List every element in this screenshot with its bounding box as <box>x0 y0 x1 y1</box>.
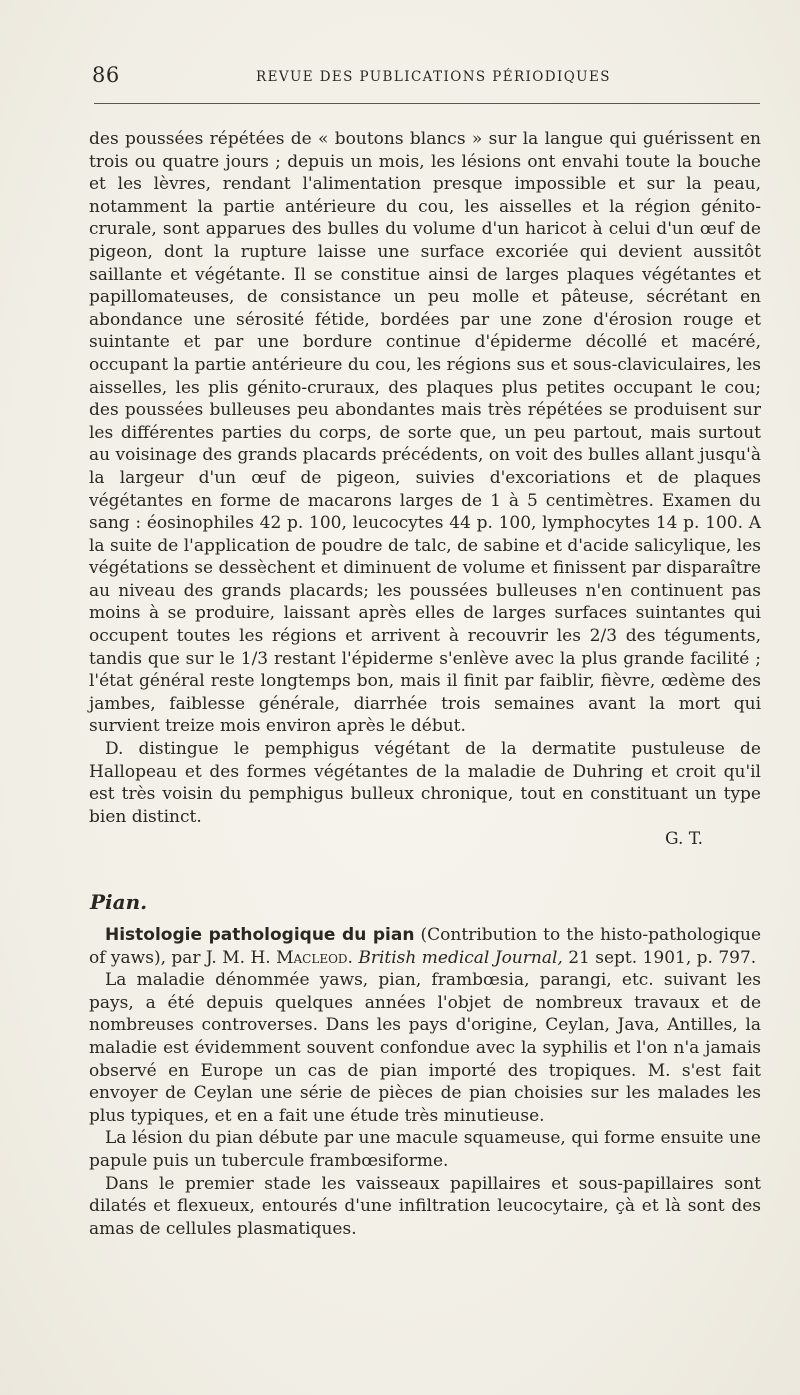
article-subtitle: (Contribution to the histo-pathologique of yaws), par J. M. H. <box>89 925 761 968</box>
review-paragraph-1: des poussées répétées de « boutons blancs » sur la langue qui guérissent en trois ou quatre jours ; depuis un mois, les lésions ont envahi toute la bouche et les lèvres, rendant l'alimentation presque impossible et sur la peau, notamment la partie antérieure du cou, les aisselles et la région génito-crurale, sont apparues des bulles du volume d'un haricot à celui d'un œuf de pigeon, dont la rupture laisse une surface excoriée qui devient aussitôt saillante et végétante. Il se constitue ainsi de larges plaques végétantes et papillomateuses, de consistance un peu molle et pâteuse, sécrétant en abondance une sérosité fétide, bordées par une zone d'érosion rouge et suintante et par une bordure continue d'épiderme décollé et macéré, occupant la partie antérieure du cou, les régions sus et sous-claviculaires, les aisselles, les plis génito-cruraux, des plaques plus petites occupant le cou; des poussées bulleuses peu abondantes mais très répétées se produisent sur les différentes parties du corps, de sorte que, un peu partout, mais surtout au voisinage des grands placards précédents, on voit des bulles allant jusqu'à la largeur d'un œuf de pigeon, suivies d'excoriations et de plaques végétantes en forme de macarons larges de 1 à 5 centimètres. Examen du sang : éosinophiles 42 p. 100, leucocytes 44 p. 100, lymphocytes 14 p. 100. A la suite de l'application de poudre de talc, de sabine et d'acide salicylique, les végétations se dessèchent et diminuent de volume et finissent par disparaître au niveau des grands placards; les poussées bulleuses n'en continuent pas moins à se produire, laissant après elles de larges surfaces suintantes qui occupent toutes les régions et arrivent à recouvrir les 2/3 des téguments, tandis que sur le 1/3 restant l'épiderme s'enlève avec la plus grande facilité ; l'état général reste longtemps bon, mais il finit par faiblir, fièvre, œdème des jambes, faiblesse générale, diarrhée trois semaines avant la mort qui survient treize mois environ après le début. <box>89 129 761 737</box>
article-author: Macleod. <box>276 947 353 968</box>
article-paragraph-2: La lésion du pian débute par une macule squameuse, qui forme ensuite une papule puis un tubercule frambœsiforme. <box>89 1128 761 1171</box>
article-journal: British medical Journal, <box>358 947 563 968</box>
article-paragraph-3: Dans le premier stade les vaisseaux papillaires et sous-papillaires sont dilatés et flexueux, entourés d'une infiltration leucocytaire, çà et là sont des amas de cellules plasmatiques. <box>89 1173 761 1239</box>
article-citation: 21 sept. 1901, p. 797. <box>568 947 757 968</box>
article-title: Histologie pathologique du pian <box>105 925 415 945</box>
article <box>89 924 761 1240</box>
review-paragraph-2 <box>89 738 761 828</box>
review-signature: G. T. <box>664 829 703 850</box>
page-number: 86 <box>92 63 120 87</box>
article-heading <box>89 924 761 969</box>
header-rule <box>94 103 760 104</box>
continued-review <box>89 128 761 851</box>
section-title: Pian. <box>90 890 148 914</box>
review-paragraph-2-text: D. distingue le pemphigus végétant de la dermatite pustuleuse de Hallopeau et des formes végétantes de la maladie de Duhring et croit qu'il est très voisin du pemphigus bulleux chronique, tout en constituant un type bien distinct. <box>89 739 761 827</box>
article-paragraph-1: La maladie dénommée yaws, pian, frambœsia, parangi, etc. suivant les pays, a été depuis quelques années l'objet de nombreux travaux et de nombreuses controverses. Dans les pays d'origine, Ceylan, Java, Antilles, la maladie est évidemment souvent confondue avec la syphilis et l'on n'a jamais observé en Europe un cas de pian importé des tropiques. M. s'est fait envoyer de Ceylan une série de pièces de pian choisies sur les malades les plus typiques, et en a fait une étude très minutieuse. <box>89 970 761 1126</box>
page-header <box>88 60 760 94</box>
review-signature-line <box>89 828 761 851</box>
running-head: REVUE DES PUBLICATIONS PÉRIODIQUES <box>256 69 611 85</box>
